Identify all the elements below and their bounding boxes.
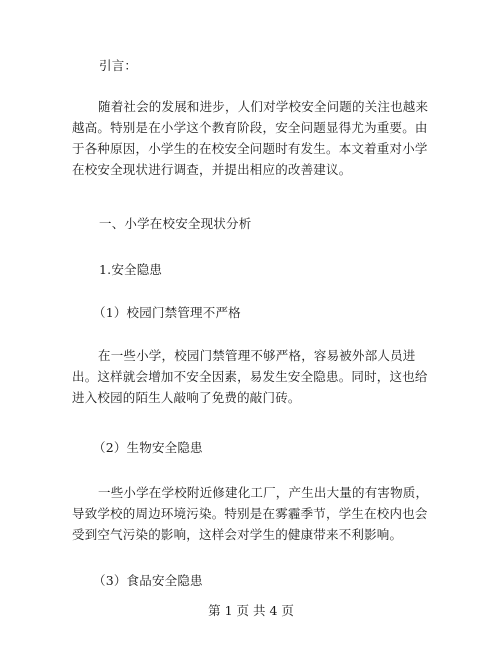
- subsection-heading: 1.安全隐患: [99, 262, 163, 277]
- item2-paragraph: 一些小学在学校附近修建化工厂，产生出大量的有害物质，导致学校的周边环境污染。特别是在雾霾季节，学生在校内也会受到空气污染的影响，这样会对学生的健康带来不利影响。: [72, 485, 429, 542]
- item3-heading: （3）食品安全隐患: [93, 573, 203, 588]
- intro-heading: 引言：: [99, 58, 138, 73]
- item2-heading: （2）生物安全隐患: [93, 440, 203, 455]
- section-heading: 一、小学在校安全现状分析: [99, 216, 252, 231]
- page-number-footer: 第 1 页 共 4 页: [208, 603, 294, 618]
- intro-paragraph: 随着社会的发展和进步，人们对学校安全问题的关注也越来越高。特别是在小学这个教育阶段，安全问题显得尤为重要。由于各种原因，小学生的在校安全问题时有发生。本文着重对小学在校安全现状进行调查，并提出相应的改善建议。: [72, 99, 429, 177]
- item1-paragraph: 在一些小学，校园门禁管理不够严格，容易被外部人员进出。这样就会增加不安全因素，易发生安全隐患。同时，这也给进入校园的陌生人敲响了免费的敲门砖。: [72, 348, 428, 405]
- item1-heading: （1）校园门禁管理不严格: [93, 305, 241, 320]
